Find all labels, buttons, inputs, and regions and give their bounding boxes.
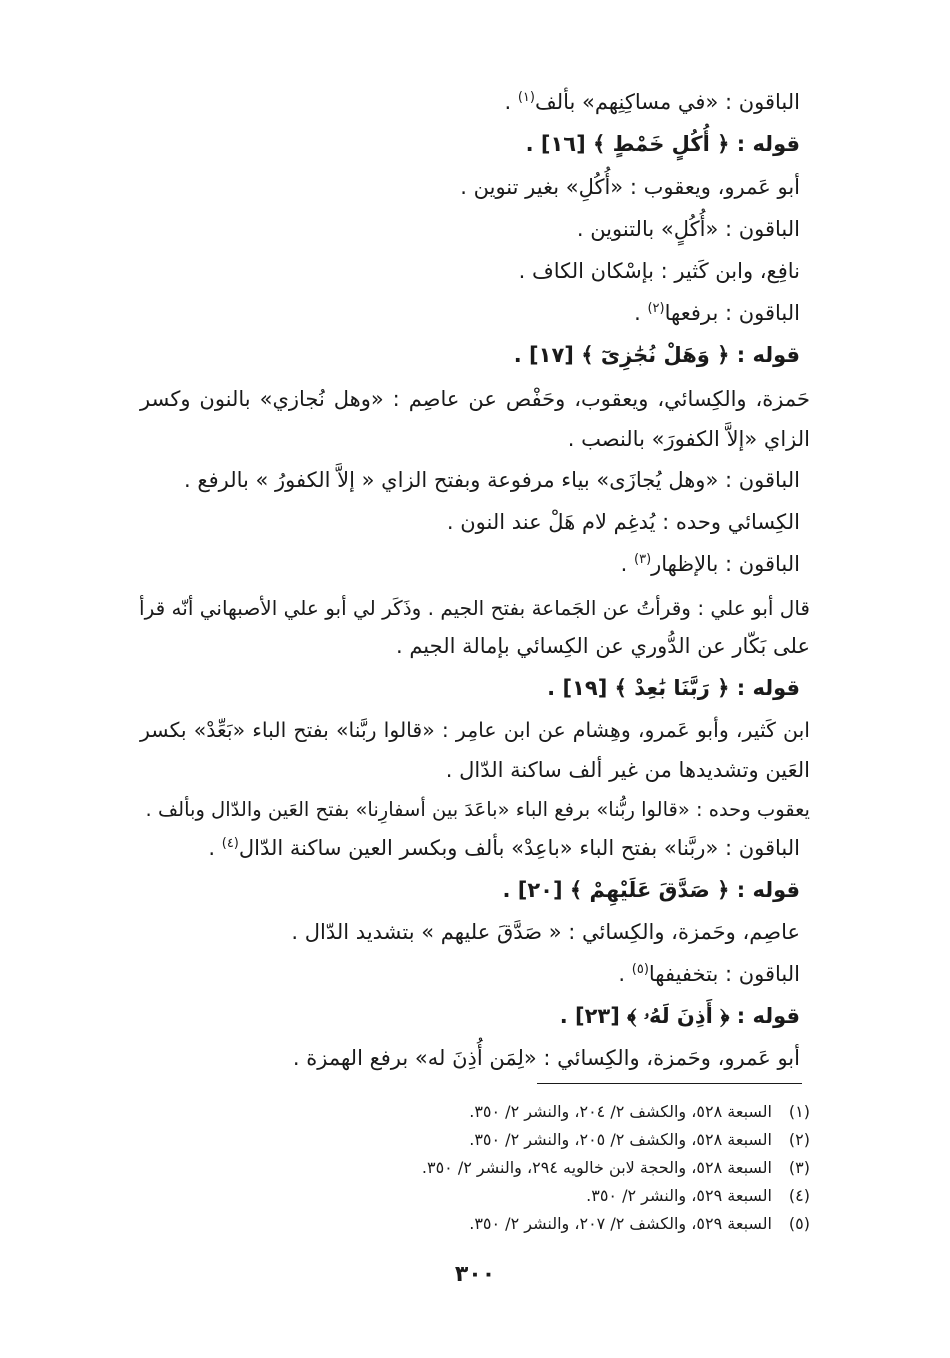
line-text: العَين وتشديدها من غير ألف ساكنة الدّال . [445, 758, 810, 782]
footnote-number: (٢) [788, 1130, 810, 1149]
footnote [290, 1156, 810, 1180]
text-line [140, 385, 810, 413]
line-text: الزاي «إلاَّ الكفورَ» بالنصب . [567, 427, 810, 451]
footnote-marker: (٤) [221, 836, 239, 851]
line-text: يعقوب وحده : «قالوا ربُّنا» برفع الباء «باعَدَ بين أسفارِنا» بفتح العَين والدّال وبألف . [145, 798, 810, 821]
text-line [120, 918, 800, 946]
line-text: قوله : ﴿ أَذِنَ لَهُۥ ﴾ [٢٣] . [559, 1004, 800, 1028]
line-text: أبو عَمرو، وحَمزة، والكِسائي : «لِمَن أُذِنَ له» برفع الهمزة . [292, 1046, 800, 1070]
verse-heading [120, 130, 800, 158]
footnote-text: السبعة ٥٢٨، والكشف ٢/ ٢٠٤، والنشر ٢/ ٣٥٠. [469, 1102, 772, 1121]
text-line [140, 594, 810, 622]
text-line [120, 88, 800, 116]
footnote-divider [537, 1083, 802, 1084]
line-tail: . [620, 552, 634, 576]
footnote [290, 1212, 810, 1236]
line-text: الباقون : «في مساكِنِهم» بألف [534, 90, 800, 114]
footnote-marker: (٥) [631, 962, 649, 977]
text-line [140, 632, 810, 660]
text-line [120, 834, 800, 862]
footnote-number: (١) [788, 1102, 810, 1121]
line-text: الباقون : «وهل يُجازَى» بياء مرفوعة وبفتح الزاي « إلاَّ الكفورُ » بالرفع . [184, 468, 800, 492]
line-text: أبو عَمرو، ويعقوب : «أُكُلِ» بغير تنوين . [460, 175, 800, 199]
footnote-marker: (٢) [647, 301, 665, 316]
text-line [120, 215, 800, 243]
line-tail: . [618, 962, 632, 986]
line-text: نافِع، وابن كَثير : بإسْكان الكاف . [518, 259, 800, 283]
line-text: الباقون : بتخفيفها [648, 962, 800, 986]
verse-heading [120, 674, 800, 702]
footnote-text: السبعة ٥٢٩، والكشف ٢/ ٢٠٧، والنشر ٢/ ٣٥٠. [469, 1214, 772, 1233]
line-text: على بَكّار عن الدُّوري عن الكِسائي بإمالة الجيم . [395, 634, 810, 658]
line-text: قوله : ﴿ صَدَّقَ عَلَيْهِمْ ﴾ [٢٠] . [502, 878, 800, 902]
footnote [290, 1100, 810, 1124]
text-line [120, 550, 800, 578]
text-line [140, 796, 810, 824]
line-tail: . [504, 90, 518, 114]
footnote [290, 1184, 810, 1208]
verse-heading [120, 876, 800, 904]
line-text: الباقون : «أُكُلٍ» بالتنوين . [576, 217, 800, 241]
footnote-number: (٤) [788, 1186, 810, 1205]
line-text: الباقون : بالإظهار [651, 552, 800, 576]
line-tail: . [634, 301, 648, 325]
footnote [290, 1128, 810, 1152]
line-text: قوله : ﴿ رَبَّنَا بَٰعِدْ ﴾ [١٩] . [547, 676, 800, 700]
text-line [120, 257, 800, 285]
line-text: قوله : ﴿ أُكُلٍ خَمْطٍ ﴾ [١٦] . [525, 132, 800, 156]
page-number: ٣٠٠ [454, 1262, 496, 1287]
text-line [120, 1044, 800, 1072]
line-text: قوله : ﴿ وَهَلْ نُجَٰزِىٓ ﴾ [١٧] . [513, 343, 800, 367]
text-line [120, 299, 800, 327]
line-text: الباقون : برفعها [664, 301, 800, 325]
text-line [140, 716, 810, 744]
text-line [120, 466, 800, 494]
footnote-number: (٥) [788, 1214, 810, 1233]
line-text: حَمزة، والكِسائي، ويعقوب، وحَفْص عن عاصِم : «وهل نُجازي» بالنون وكسر [140, 387, 810, 411]
footnote-number: (٣) [788, 1158, 810, 1177]
text-line [120, 960, 800, 988]
text-line [140, 756, 810, 784]
footnote-marker: (١) [517, 90, 535, 105]
footnote-text: السبعة ٥٢٩، والنشر ٢/ ٣٥٠. [586, 1186, 772, 1205]
footnote-text: السبعة ٥٢٨، والحجة لابن خالويه ٢٩٤، والنشر ٢/ ٣٥٠. [421, 1158, 772, 1177]
line-text: الباقون : «ربَّنا» بفتح الباء «باعِدْ» بألف وبكسر العين ساكنة الدّال [238, 836, 800, 860]
verse-heading [120, 1002, 800, 1030]
text-line [140, 425, 810, 453]
text-line [120, 173, 800, 201]
line-text: ابن كَثير، وأبو عَمرو، وهِشام عن ابن عامِر : «قالوا ربَّنا» بفتح الباء «بَعِّدْ» بكسر [140, 718, 810, 742]
footnote-text: السبعة ٥٢٨، والكشف ٢/ ٢٠٥، والنشر ٢/ ٣٥٠. [469, 1130, 772, 1149]
line-text: عاصِم، وحَمزة، والكِسائي : « صَدَّقَ عليهم » بتشديد الدّال . [291, 920, 800, 944]
line-text: قال أبو علي : وقرأتُ عن الجَماعة بفتح الجيم . وذَكَر لي أبو علي الأصبهاني أنّه قرأ [139, 596, 810, 620]
line-tail: . [208, 836, 222, 860]
text-line [120, 508, 800, 536]
line-text: الكِسائي وحده : يُدغِم لام هَلْ عند النون . [446, 510, 800, 534]
verse-heading [120, 341, 800, 369]
footnote-marker: (٣) [634, 552, 652, 567]
